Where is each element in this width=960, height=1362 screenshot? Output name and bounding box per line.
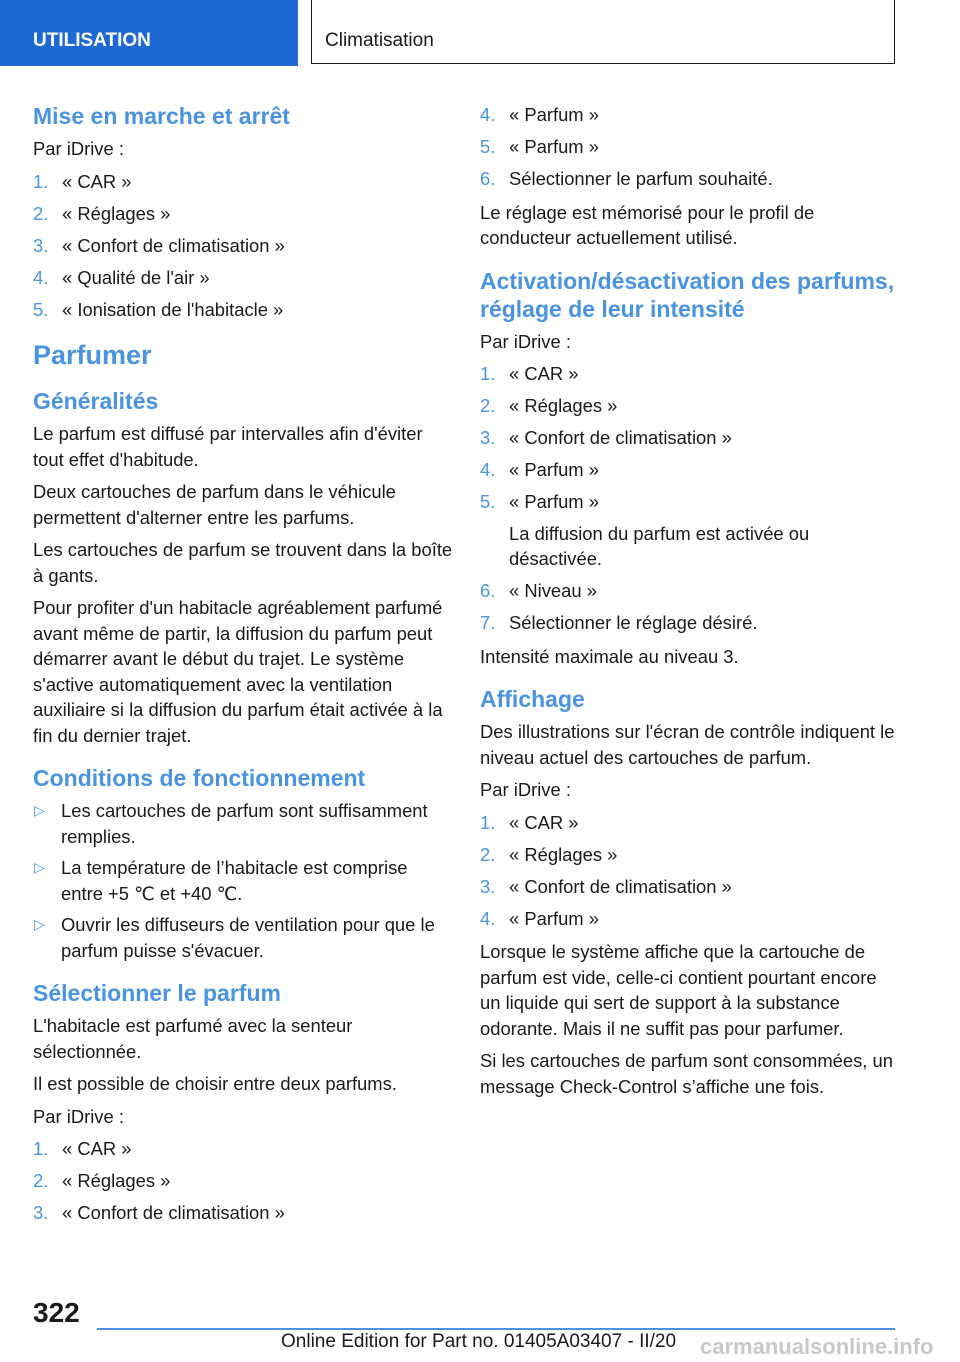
- steps-list: [33, 1136, 453, 1226]
- list-item: 2. « Réglages »: [33, 1168, 453, 1194]
- step-number: 4.: [480, 459, 496, 480]
- list-item: 2. « Réglages »: [33, 201, 453, 227]
- list-item: 1. « CAR »: [33, 1136, 453, 1162]
- list-item: 3. « Confort de climatisation »: [480, 874, 900, 900]
- page-number: 322: [33, 1297, 80, 1328]
- paragraph: Lorsque le système affiche que la cartouche de parfum est vide, celle-ci contient pourtant encore un liquide qui sert de support à la substance odorante. Mais il ne suffit pas pour parfumer.: [480, 941, 877, 1039]
- heading-parfumer: Parfumer: [33, 340, 152, 370]
- step-number: 2.: [33, 202, 49, 224]
- step-number: 5.: [480, 491, 496, 512]
- step-number: 2.: [33, 1170, 49, 1191]
- step-number: 4.: [480, 907, 496, 929]
- list-item: 2. « Réglages »: [480, 393, 900, 419]
- conditions-list: [33, 798, 453, 963]
- list-item: 4. « Parfum »: [480, 102, 900, 128]
- step-number: 1.: [480, 363, 496, 384]
- list-item: 7. Sélectionner le réglage désiré.: [480, 610, 900, 636]
- heading-activation: Activation/désactivation des parfums, réglage de leur intensité: [480, 267, 895, 322]
- list-item: 3. « Confort de climatisation »: [33, 233, 453, 259]
- paragraph: Deux cartouches de parfum dans le véhicule permettent d'alterner entre les parfums.: [33, 481, 396, 528]
- section-tab: UTILISATION: [0, 0, 298, 66]
- edition-text: Online Edition for Part no. 01405A03407 - II/20: [281, 1331, 677, 1352]
- paragraph: Pour profiter d'un habitacle agréablement parfumé avant même de partir, la diffusion du parfum peut démarrer avant le début du trajet. Le système s'active automatiquement avec la ventilation auxiliaire si la diffusion du parfum était activée à la fin du dernier trajet.: [33, 597, 443, 746]
- step-result: La diffusion du parfum est activée ou désactivée.: [509, 522, 810, 569]
- step-number: 2.: [480, 843, 496, 865]
- step-number: 7.: [480, 612, 496, 633]
- triangle-bullet-icon: ▷: [34, 916, 45, 932]
- list-item: 3. « Confort de climatisation »: [480, 425, 900, 451]
- step-number: 5.: [480, 136, 496, 157]
- list-item: 4. « Qualité de l'air »: [33, 265, 453, 291]
- heading-selectionner: Sélectionner le parfum: [33, 980, 281, 1006]
- paragraph: Le réglage est mémorisé pour le profil de conducteur actuellement utilisé.: [480, 201, 815, 248]
- triangle-bullet-icon: ▷: [34, 859, 45, 875]
- heading-mise-en-marche: Mise en marche et arrêt: [33, 103, 290, 129]
- steps-list: [480, 361, 900, 636]
- step-number: 3.: [33, 234, 49, 256]
- left-column: [33, 98, 453, 1234]
- step-number: 4.: [480, 104, 496, 125]
- step-number: 3.: [33, 1202, 49, 1223]
- list-item: 1. « CAR »: [480, 810, 900, 836]
- list-item: 1. « CAR »: [480, 361, 900, 387]
- list-item: 4. « Parfum »: [480, 906, 900, 932]
- list-item: 5. « Parfum »: [480, 134, 900, 160]
- list-item: ▷ Ouvrir les diffuseurs de ventilation pour que le parfum puisse s'évacuer.: [34, 914, 435, 961]
- list-item: 1. « CAR »: [33, 169, 453, 195]
- paragraph: Intensité maximale au niveau 3.: [480, 645, 739, 667]
- chapter-tab: Climatisation: [311, 0, 895, 64]
- list-item: 6. Sélectionner le parfum souhaité.: [480, 166, 900, 192]
- paragraph: Il est possible de choisir entre deux parfums.: [33, 1073, 397, 1094]
- watermark: carmanualsonline.info: [700, 1334, 934, 1359]
- step-number: 4.: [33, 266, 49, 288]
- step-number: 3.: [480, 875, 496, 897]
- step-number: 1.: [33, 1138, 49, 1159]
- heading-affichage: Affichage: [480, 686, 585, 712]
- paragraph: Par iDrive :: [33, 138, 124, 159]
- steps-list: [33, 169, 453, 323]
- steps-list: [480, 810, 900, 932]
- paragraph: Par iDrive :: [33, 1105, 124, 1127]
- page-header: [0, 0, 960, 66]
- list-item: 5. « Parfum » La diffusion du parfum est activée ou désactivée.: [480, 489, 900, 572]
- paragraph: Par iDrive :: [480, 779, 571, 800]
- paragraph: Si les cartouches de parfum sont consommées, un message Check-Control s’affiche une fois.: [480, 1050, 893, 1097]
- step-number: 1.: [33, 170, 49, 192]
- step-number: 3.: [480, 427, 496, 448]
- list-item: 2. « Réglages »: [480, 842, 900, 868]
- paragraph: Les cartouches de parfum se trouvent dans la boîte à gants.: [33, 539, 453, 586]
- step-number: 1.: [480, 811, 496, 833]
- paragraph: Des illustrations sur l'écran de contrôle indiquent le niveau actuel des cartouches de parfum.: [480, 721, 895, 768]
- step-number: 5.: [33, 298, 49, 320]
- list-item: 6. « Niveau »: [480, 578, 900, 604]
- heading-generalites: Généralités: [33, 388, 159, 414]
- paragraph: Le parfum est diffusé par intervalles afin d'éviter tout effet d'habitude.: [33, 423, 423, 470]
- paragraph: Par iDrive :: [480, 330, 571, 352]
- triangle-bullet-icon: ▷: [34, 802, 45, 818]
- list-item: ▷ Les cartouches de parfum sont suffisamment remplies.: [34, 800, 428, 847]
- footer-rule: [97, 1328, 895, 1330]
- steps-list: [480, 102, 900, 192]
- list-item: ▷ La température de l’habitacle est comprise entre +5 ℃ et +40 ℃.: [34, 857, 408, 904]
- step-number: 2.: [480, 395, 496, 416]
- heading-conditions: Conditions de fonctionnement: [33, 765, 366, 791]
- list-item: 4. « Parfum »: [480, 457, 900, 483]
- list-item: 5. « Ionisation de l'habitacle »: [33, 297, 453, 323]
- list-item: 3. « Confort de climatisation »: [33, 1200, 453, 1226]
- step-number: 6.: [480, 168, 496, 189]
- step-number: 6.: [480, 580, 496, 601]
- right-column: [480, 98, 900, 1106]
- paragraph: L'habitacle est parfumé avec la senteur sélectionnée.: [33, 1015, 353, 1062]
